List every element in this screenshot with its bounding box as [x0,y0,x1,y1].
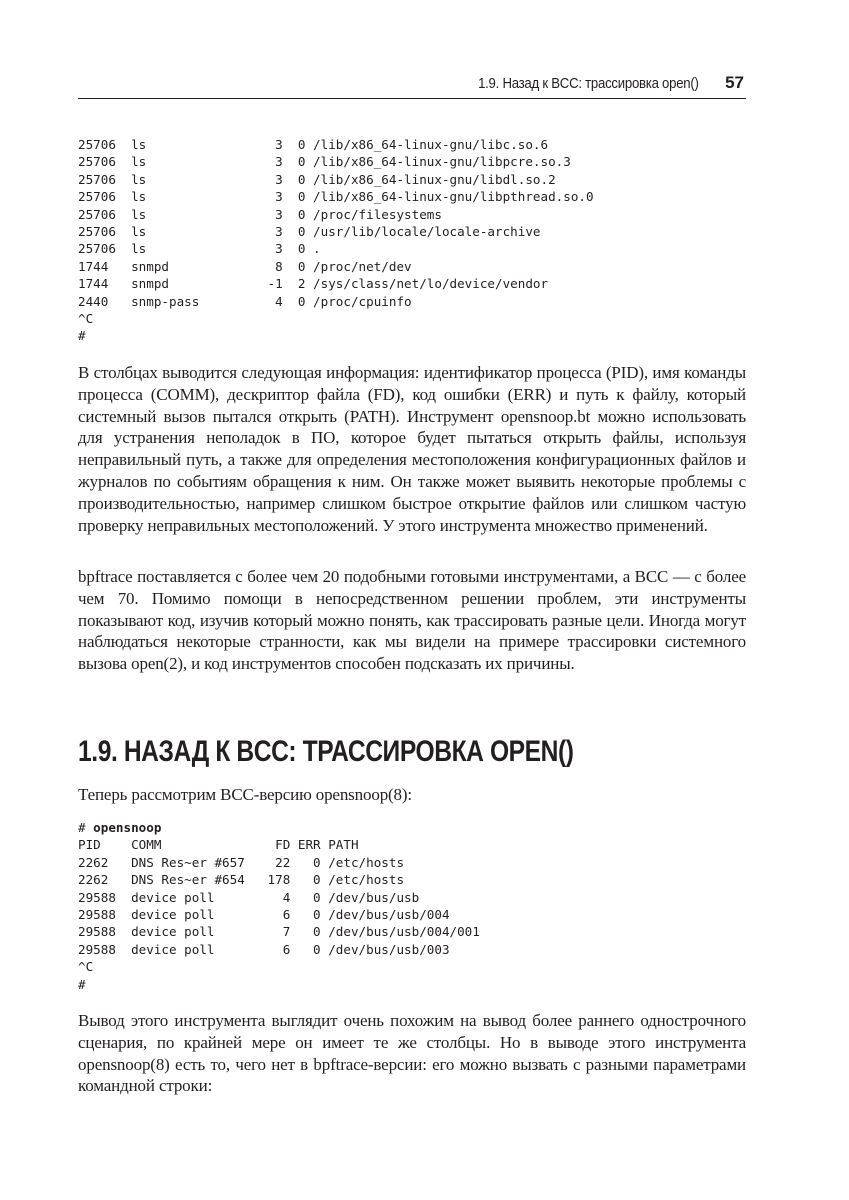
shell-prompt: # [78,820,94,835]
code-line: 25706 ls 3 0 /proc/filesystems [78,206,442,222]
page-number: 57 [725,73,744,92]
code-line: 25706 ls 3 0 /lib/x86_64-linux-gnu/libpthread.so.0 [78,189,594,205]
code-line: 29588 device poll 6 0 /dev/bus/usb/004 [78,906,450,922]
code-line: 1744 snmpd -1 2 /sys/class/net/lo/device/vendor [78,276,549,292]
paragraph-columns-description: В столбцах выводится следующая информация: идентификатор процесса (PID), имя команды процесса (COMM), дескриптор файла (FD), код ошибки (ERR) и путь к файлу, который системный вызов пытался открыть (PATH). Инструмент opensnoop.bt можно использовать для устранения неполадок в ПО, которое будет пытаться открыть файлы, используя неправильный путь, а также для определения местоположения конфигурационных файлов и журналов по событиям обращения к ним. Он также может выявить некоторые проблемы с производительностью, например слишком быстрое открытие файлов или слишком частую проверку неправильных местоположений. У этого инструмента множество применений. [78,363,746,535]
code-line: 25706 ls 3 0 /lib/x86_64-linux-gnu/libc.so.6 [78,137,549,152]
paragraph-output-comparison: Вывод этого инструмента выглядит очень похожим на вывод более раннего однострочного сценария, по крайней мере он имеет те же столбцы. Но в выводе этого инструмента opensnoop(8) есть то, чего нет в bpftrace-версии: его можно вызвать с разными параметрами командной строки: [78,1011,746,1096]
code-line: 25706 ls 3 0 /lib/x86_64-linux-gnu/libpcre.so.3 [78,154,571,170]
code-listing-opensnoop-bt-output [78,136,594,345]
code-line: 29588 device poll 4 0 /dev/bus/usb [78,889,420,905]
running-header [78,68,746,99]
code-line: # [78,328,86,344]
code-line: 29588 device poll 6 0 /dev/bus/usb/003 [78,941,450,957]
code-listing-bcc-opensnoop [78,819,480,993]
code-line: 1744 snmpd 8 0 /proc/net/dev [78,258,412,274]
code-line: 29588 device poll 7 0 /dev/bus/usb/004/001 [78,924,480,940]
section-heading: 1.9. НАЗАД К BCC: ТРАССИРОВКА OPEN() [78,735,574,768]
code-line: ^C [78,310,94,326]
code-line: 2262 DNS Res~er #654 178 0 /etc/hosts [78,872,405,888]
code-line: 25706 ls 3 0 . [78,241,321,257]
paragraph-bcc-intro: Теперь рассмотрим BCC-версию opensnoop(8): [78,785,412,804]
code-line: ^C [78,959,94,975]
code-line: 2440 snmp-pass 4 0 /proc/cpuinfo [78,293,412,309]
code-line-command [78,819,480,836]
running-header-title: 1.9. Назад к BCC: трассировка open() [478,74,700,92]
shell-command: opensnoop [93,820,162,835]
code-line: # [78,976,86,992]
code-line: 2262 DNS Res~er #657 22 0 /etc/hosts [78,854,405,870]
code-line: 25706 ls 3 0 /lib/x86_64-linux-gnu/libdl.so.2 [78,171,556,187]
code-line-header: PID COMM FD ERR PATH [78,837,359,853]
paragraph-bpftrace-tools: bpftrace поставляется с более чем 20 подобными готовыми инструментами, а BCC — с более чем 70. Помимо помощи в непосредственном решении проблем, эти инструменты показывают код, изучив который можно понять, как трассировать разные цели. Иногда могут наблюдаться некоторые странности, как мы видели на примере трассировки системного вызова open(2), и код инструментов способен подсказать их причины. [78,567,746,674]
code-line: 25706 ls 3 0 /usr/lib/locale/locale-archive [78,223,541,239]
